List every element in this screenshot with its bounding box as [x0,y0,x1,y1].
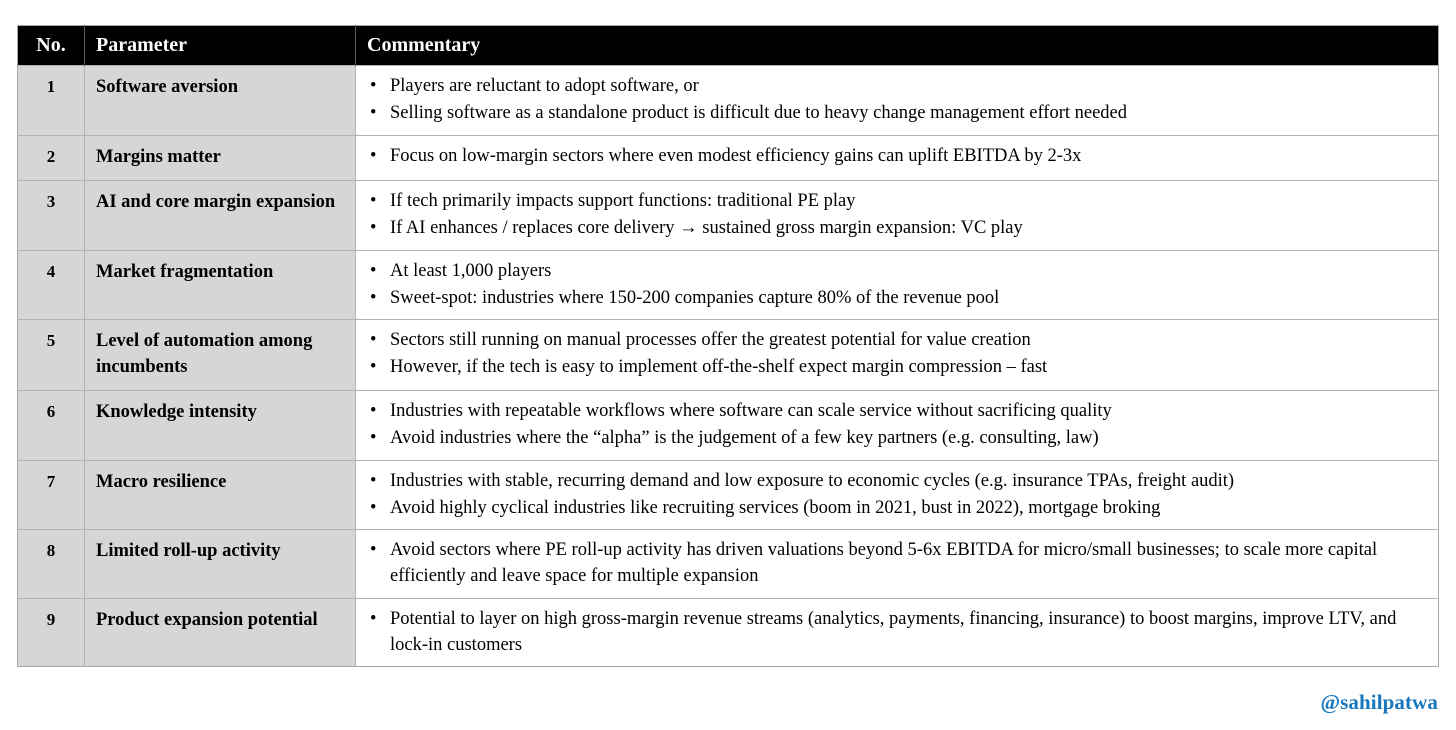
criteria-table [17,25,1439,667]
row-number: 9 [18,598,85,667]
bullet-dot-icon: • [370,76,377,96]
commentary-bullet [369,398,1428,424]
commentary-bullet-text: Potential to layer on high gross-margin revenue streams (analytics, payments, financing, insurance) to boost margins, improve LTV, and lock-in customers [390,608,1397,655]
commentary-bullet-text: Players are reluctant to adopt software, or [390,76,699,96]
commentary-bullet-list [369,258,1428,312]
row-parameter: Knowledge intensity [85,391,356,461]
criteria-table-container [17,25,1438,667]
table-row [18,66,1439,136]
bullet-dot-icon: • [370,428,377,449]
commentary-bullet-list [369,188,1428,242]
commentary-bullet-list [369,398,1428,452]
table-row [18,460,1439,530]
row-commentary [356,250,1439,320]
commentary-bullet-text: If tech primarily impacts support functions: traditional PE play [390,191,856,212]
bullet-dot-icon: • [370,218,377,239]
commentary-bullet-list [369,73,1428,127]
commentary-bullet [369,73,1428,99]
commentary-bullet-list [369,537,1428,590]
commentary-bullet-text: Industries with repeatable workflows where software can scale service without sacrificing quality [390,401,1112,422]
bullet-dot-icon: • [370,145,377,166]
bullet-dot-icon: • [370,540,377,561]
row-number: 2 [18,135,85,181]
row-commentary [356,530,1439,599]
row-parameter: Limited roll-up activity [85,530,356,599]
column-header-parameter: Parameter [85,26,356,66]
commentary-bullet-text: If AI enhances / replaces core delivery → sustained gross margin expansion: VC play [390,218,1023,239]
row-number: 3 [18,181,85,251]
bullet-dot-icon: • [370,330,377,351]
row-number: 8 [18,530,85,599]
bullet-dot-icon: • [370,357,377,378]
commentary-bullet-text: Avoid sectors where PE roll-up activity has driven valuations beyond 5-6x EBITDA for micro/small businesses; to scale more capital efficiently and leave space for multiple expansion [390,540,1378,587]
commentary-bullet-list [369,143,1428,169]
row-commentary [356,66,1439,136]
commentary-bullet [369,143,1428,169]
commentary-bullet-text: Industries with stable, recurring demand and low exposure to economic cycles (e.g. insurance TPAs, freight audit) [390,470,1235,491]
bullet-dot-icon: • [370,470,377,491]
commentary-bullet [369,285,1428,311]
table-row [18,530,1439,599]
commentary-bullet-text: Sweet-spot: industries where 150-200 companies capture 80% of the revenue pool [390,287,1000,308]
table-row [18,135,1439,181]
commentary-bullet-text: Selling software as a standalone product is difficult due to heavy change management effort needed [390,103,1128,124]
commentary-bullet [369,258,1428,284]
commentary-bullet [369,188,1428,214]
commentary-bullet [369,215,1428,241]
row-number: 1 [18,66,85,136]
bullet-dot-icon: • [370,497,377,518]
row-commentary [356,391,1439,461]
table-row [18,598,1439,667]
commentary-bullet-text: Avoid industries where the “alpha” is the judgement of a few key partners (e.g. consulting, law) [390,428,1099,449]
row-commentary [356,460,1439,530]
commentary-bullet-text: At least 1,000 players [390,260,552,281]
table-header [18,26,1439,66]
commentary-bullet [369,468,1428,494]
row-number: 4 [18,250,85,320]
row-number: 7 [18,460,85,530]
bullet-dot-icon: • [370,103,377,124]
bullet-dot-icon: • [370,401,377,422]
table-body [18,66,1439,667]
table-row [18,391,1439,461]
commentary-bullet [369,354,1428,380]
row-commentary [356,181,1439,251]
commentary-bullet [369,537,1428,590]
commentary-bullet-text: Avoid highly cyclical industries like recruiting services (boom in 2021, bust in 2022), mortgage broking [390,497,1161,518]
commentary-bullet-text: Sectors still running on manual processes offer the greatest potential for value creation [390,330,1031,351]
row-number: 5 [18,320,85,391]
table-row [18,250,1439,320]
bullet-dot-icon: • [370,287,377,308]
table-row [18,320,1439,391]
row-parameter: Macro resilience [85,460,356,530]
row-number: 6 [18,391,85,461]
column-header-commentary: Commentary [356,26,1439,66]
commentary-bullet-list [369,606,1428,659]
row-parameter: AI and core margin expansion [85,181,356,251]
row-commentary [356,135,1439,181]
row-commentary [356,598,1439,667]
commentary-bullet-text: Focus on low-margin sectors where even modest efficiency gains can uplift EBITDA by 2-3x [390,145,1082,166]
bullet-dot-icon: • [370,260,377,281]
bullet-dot-icon: • [370,608,377,629]
commentary-bullet-text: However, if the tech is easy to implement off-the-shelf expect margin compression – fast [390,357,1048,378]
commentary-bullet [369,425,1428,451]
row-parameter: Level of automation among incumbents [85,320,356,391]
row-commentary [356,320,1439,391]
table-header-row [18,26,1439,66]
commentary-bullet [369,327,1428,353]
commentary-bullet-list [369,468,1428,522]
commentary-bullet-list [369,327,1428,381]
row-parameter: Margins matter [85,135,356,181]
column-header-no: No. [18,26,85,66]
bullet-dot-icon: • [370,191,377,212]
row-parameter: Software aversion [85,66,356,136]
commentary-bullet [369,606,1428,659]
commentary-bullet [369,100,1428,126]
row-parameter: Market fragmentation [85,250,356,320]
commentary-bullet [369,495,1428,521]
author-handle: @sahilpatwa [1320,690,1438,714]
row-parameter: Product expansion potential [85,598,356,667]
table-row [18,181,1439,251]
